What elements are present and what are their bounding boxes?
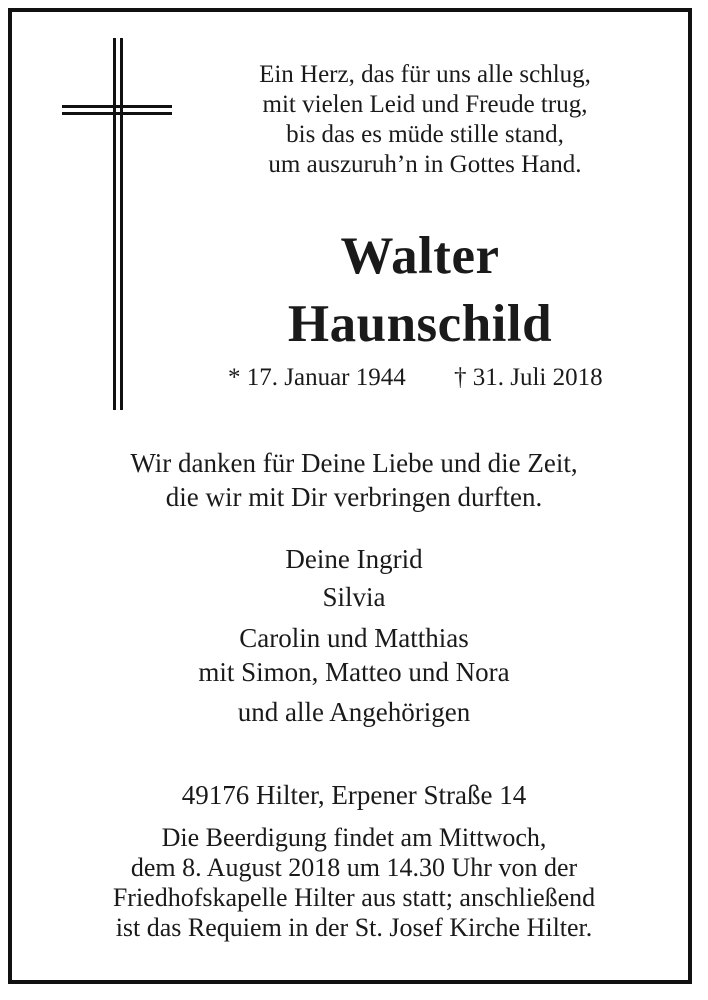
mourner-line: Deine Ingrid — [285, 544, 423, 574]
funeral-line: dem 8. August 2018 um 14.30 Uhr von der — [130, 853, 578, 882]
funeral-line: Friedhofskapelle Hilter aus statt; anschließend — [112, 883, 596, 912]
funeral-line: Die Beerdigung findet am Mittwoch, — [161, 823, 547, 852]
first-name: Walter — [340, 227, 500, 285]
mourner-line: Silvia — [322, 582, 386, 612]
address-line: 49176 Hilter, Erpener Straße 14 — [181, 780, 527, 810]
deceased-name — [180, 222, 660, 358]
death-date: † 31. Juli 2018 — [454, 364, 603, 391]
poem-line: um auszuruh’n in Gottes Hand. — [268, 151, 582, 178]
poem-line: bis das es müde stille stand, — [286, 121, 564, 148]
mourners-list — [20, 542, 688, 689]
funeral-notice — [20, 823, 688, 943]
mourner-line: Carolin und Matthias — [239, 623, 469, 653]
thanks-message — [20, 446, 688, 514]
poem-line: mit vielen Leid und Freude trug, — [262, 91, 588, 118]
address — [20, 778, 688, 812]
mourner-line: mit Simon, Matteo und Nora — [198, 657, 510, 687]
mourner-line: und alle Angehörigen — [237, 697, 471, 727]
funeral-line: ist das Requiem in der St. Josef Kirche Hilter. — [115, 913, 593, 942]
mourners-relatives — [20, 695, 688, 729]
cross-icon — [62, 38, 172, 410]
birth-date: * 17. Januar 1944 — [228, 364, 406, 391]
memorial-poem — [190, 60, 660, 180]
thanks-line: die wir mit Dir verbringen durften. — [165, 482, 543, 512]
thanks-line: Wir danken für Deine Liebe und die Zeit, — [130, 448, 578, 478]
poem-line: Ein Herz, das für uns alle schlug, — [259, 61, 591, 88]
last-name: Haunschild — [287, 295, 553, 353]
